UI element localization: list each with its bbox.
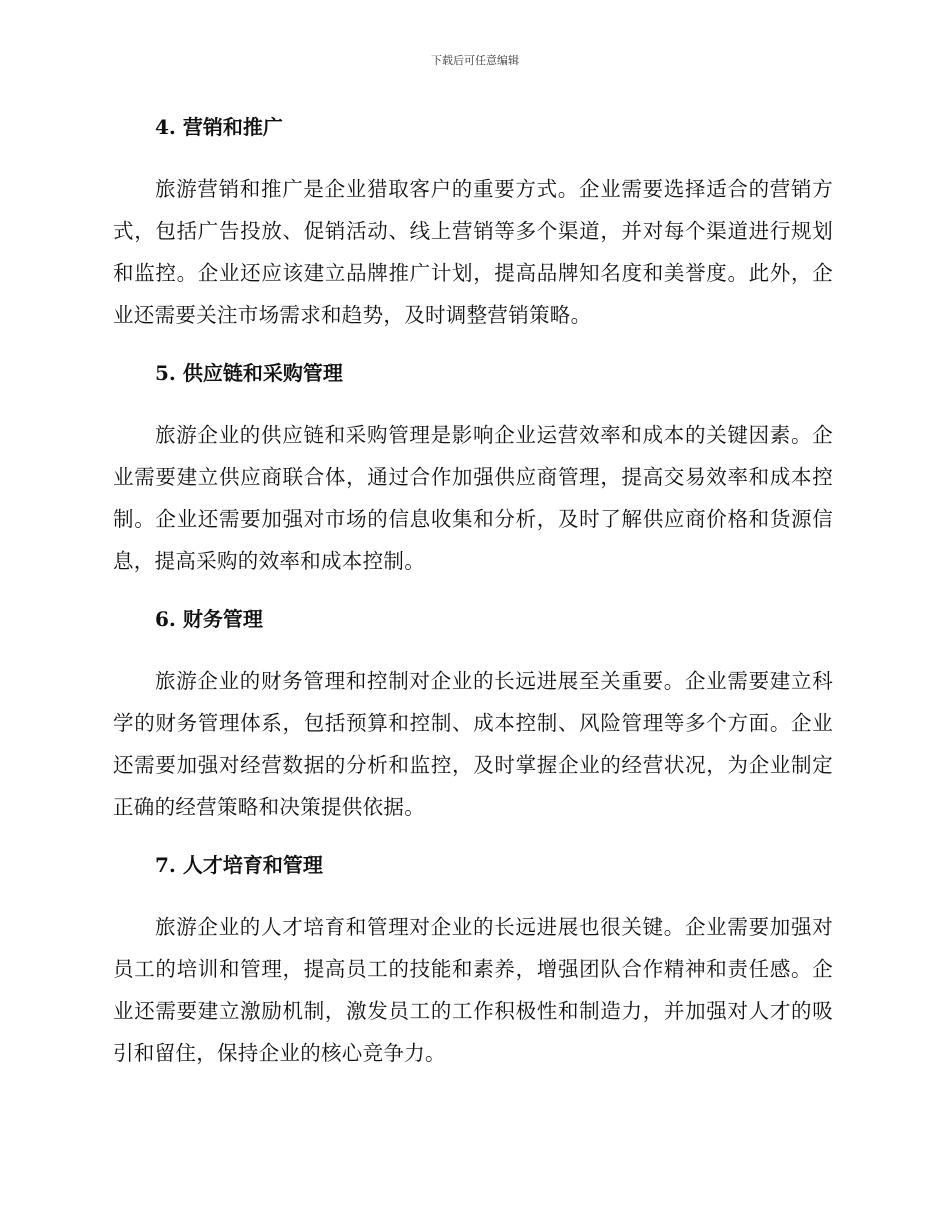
- section-finance: [113, 604, 833, 828]
- section-title: 5. 供应链和采购管理: [155, 361, 343, 385]
- section-talent: [113, 850, 833, 1074]
- section-paragraph: 旅游营销和推广是企业猎取客户的重要方式。企业需要选择适合的营销方式，包括广告投放、促销活动、线上营销等多个渠道，并对每个渠道进行规划和监控。企业还应该建立品牌推广计划，提高品牌知名度和美誉度。此外，企业还需要关注市场需求和趋势，及时调整营销策略。: [113, 177, 833, 327]
- section-title: 6. 财务管理: [155, 607, 263, 631]
- section-supply-chain: [113, 358, 833, 582]
- section-paragraph: 旅游企业的财务管理和控制对企业的长远进展至关重要。企业需要建立科学的财务管理体系，包括预算和控制、成本控制、风险管理等多个方面。企业还需要加强对经营数据的分析和监控，及时掌握企业的经营状况，为企业制定正确的经营策略和决策提供依据。: [113, 669, 833, 819]
- section-title: 7. 人才培育和管理: [155, 853, 323, 877]
- page-header: 下载后可任意编辑: [431, 54, 519, 67]
- section-marketing: [113, 112, 833, 336]
- section-paragraph: 旅游企业的供应链和采购管理是影响企业运营效率和成本的关键因素。企业需要建立供应商联合体，通过合作加强供应商管理，提高交易效率和成本控制。企业还需要加强对市场的信息收集和分析，及时了解供应商价格和货源信息，提高采购的效率和成本控制。: [113, 423, 833, 573]
- section-paragraph: 旅游企业的人才培育和管理对企业的长远进展也很关键。企业需要加强对员工的培训和管理，提高员工的技能和素养，增强团队合作精神和责任感。企业还需要建立激励机制，激发员工的工作积极性和制造力，并加强对人才的吸引和留住，保持企业的核心竞争力。: [113, 915, 833, 1065]
- section-title: 4. 营销和推广: [155, 115, 283, 139]
- document-body: [113, 112, 833, 1096]
